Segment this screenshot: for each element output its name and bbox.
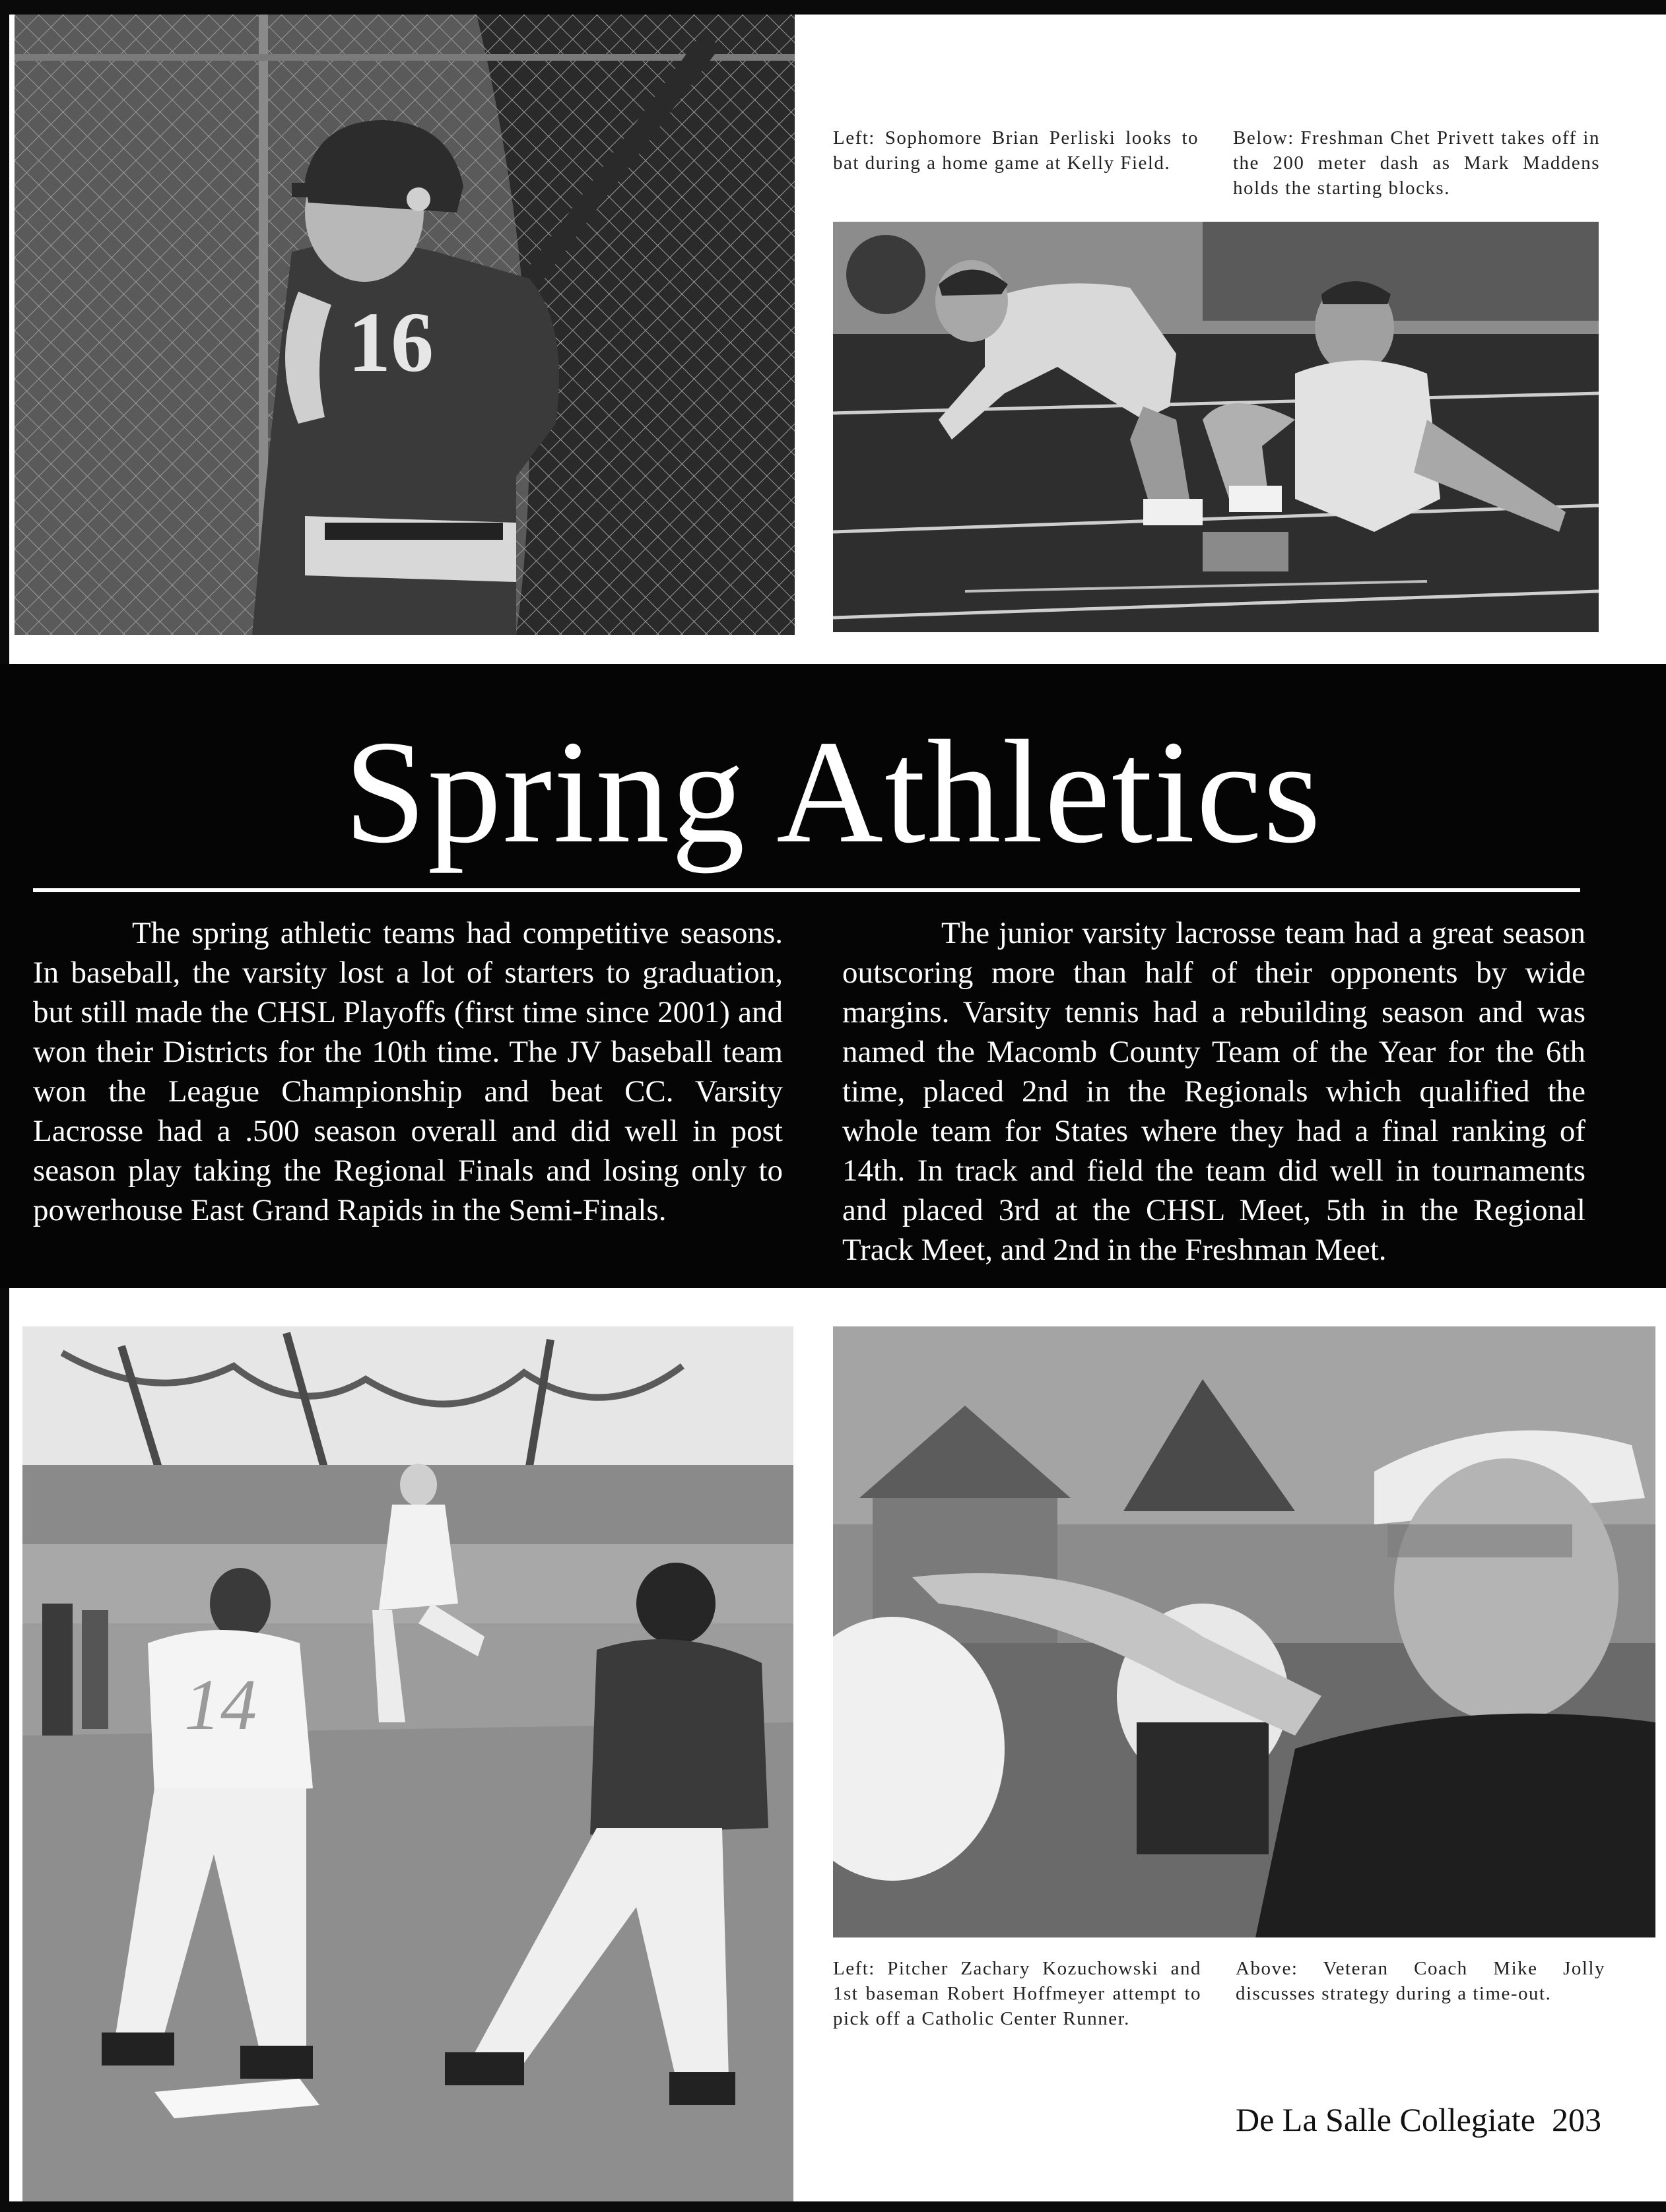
page-footer [1205,2100,1601,2139]
page-number: 203 [1552,2101,1601,2138]
batter-jersey-number: 16 [348,295,434,390]
body-text-right [842,913,1585,1270]
first-baseman-jersey-number: 14 [184,1664,257,1745]
page-title: Spring Athletics [344,710,1322,874]
body-paragraph-right: The junior varsity lacrosse team had a great season outscoring more than half of their opponents by wide margins. Varsity tennis had a rebuilding season and was named the Macomb County Team of the Year for the 6th time, placed 2nd in the Regionals which qualified the whole team for States where they had a final ranking of 14th. In track and field the team did well in tournaments and placed 3rd at the CHSL Meet, 5th in the Regional Track Meet, and 2nd in the Freshman Meet. [842,916,1585,1267]
caption-top-left: Left: Sophomore Brian Perliski looks to bat during a home game at Kelly Field. [833,127,1199,174]
caption-bottom-left: Left: Pitcher Zachary Kozuchowski and 1st baseman Robert Hoffmeyer attempt to pick off a Catholic Center Runner. [833,1958,1201,2029]
photo-pickoff [22,1326,793,2201]
page-bottom-edge [0,2201,1666,2212]
body-text-left [33,913,783,1230]
page-top-edge [0,0,1666,15]
photo-coach [833,1326,1655,1937]
footer-school-name: De La Salle Collegiate [1235,2101,1535,2138]
title-underline [33,888,1580,892]
photo-track-start [833,222,1599,632]
caption-bottom-right: Above: Veteran Coach Mike Jolly discusses strategy during a time-out. [1236,1958,1605,2004]
photo-batter [15,15,795,635]
caption-top-right: Below: Freshman Chet Privett takes off in the 200 meter dash as Mark Maddens holds the starting blocks. [1233,127,1600,199]
body-paragraph-left: The spring athletic teams had competitive seasons. In baseball, the varsity lost a lot of starters to graduation, but still made the CHSL Playoffs (first time since 2001) and won their Districts for the 10th time. The JV baseball team won the League Championship and beat CC. Varsity Lacrosse had a .500 season overall and did well in post season play taking the Regional Finals and losing only to powerhouse East Grand Rapids in the Semi-Finals. [33,916,783,1227]
